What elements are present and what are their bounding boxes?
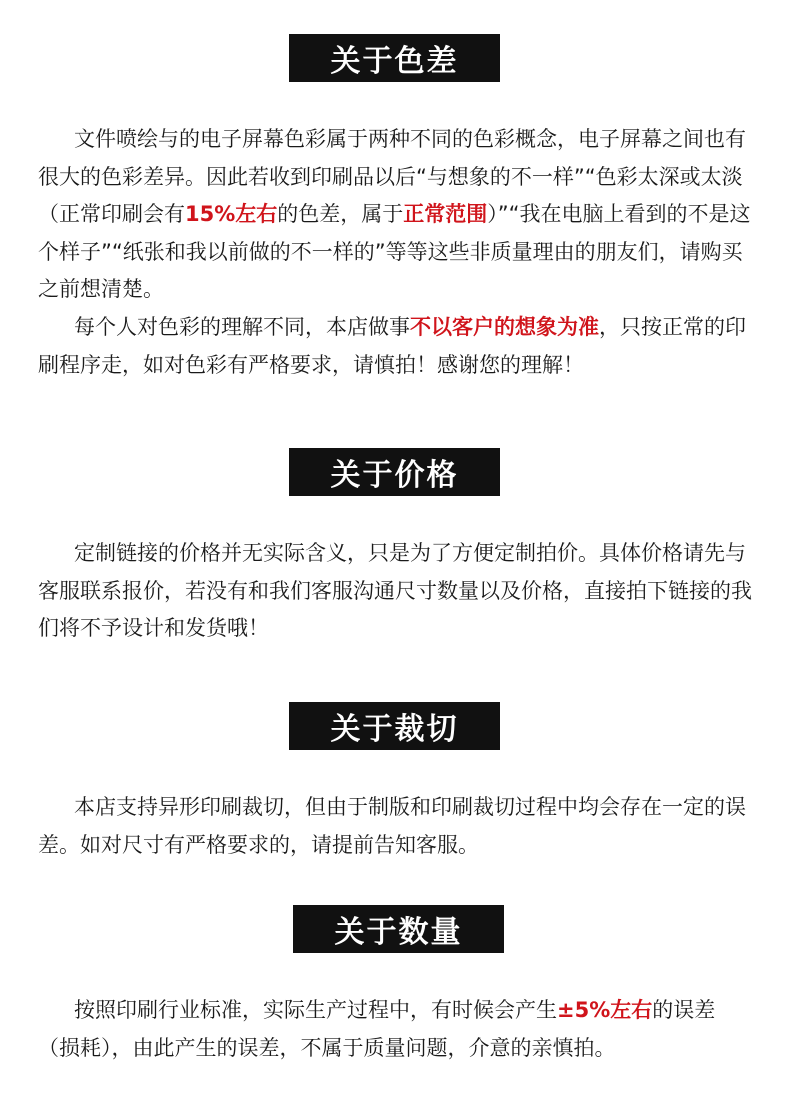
text-span: 定制链接的价格并无实际含义，只是为了方便定制拍价。具体价格请先与客服联系报价，若没有和我们客服沟通尺寸数量以及价格，直接拍下链接的我们将不予设计和发货哦！ <box>38 541 752 640</box>
text-span: 按照印刷行业标准，实际生产过程中，有时候会产生 <box>74 998 557 1022</box>
quantity-paragraph <box>38 992 754 1067</box>
section-title-color-difference: 关于色差 <box>289 34 500 82</box>
highlight-5-percent: ±5%左右 <box>557 998 653 1022</box>
text-span: 的误差（损耗），由此产生的误差，不属于质量问题，介意的亲慎拍。 <box>38 998 716 1060</box>
text-span: ，只按正常的印刷程序走，如对色彩有严格要求，请慎拍！感谢您的理解！ <box>38 315 746 377</box>
section-title-cutting: 关于裁切 <box>289 702 500 750</box>
section-title-price: 关于价格 <box>289 448 500 496</box>
text-span: 的色差，属于 <box>277 202 404 226</box>
cutting-paragraph <box>38 789 754 864</box>
text-span: 每个人对色彩的理解不同，本店做事 <box>74 315 410 339</box>
color-difference-paragraph-1 <box>38 121 754 309</box>
text-span: 本店支持异形印刷裁切，但由于制版和印刷裁切过程中均会存在一定的误差。如对尺寸有严格要求的，请提前告知客服。 <box>38 795 746 857</box>
highlight-normal-range: 正常范围 <box>403 202 488 226</box>
text-span: 文件喷绘与的电子屏幕色彩属于两种不同的色彩概念，电子屏幕之间也有很大的色彩差异。因此若收到印刷品以后“与想象的不一样”“色彩太深或太淡（正常印刷会有 <box>38 127 746 226</box>
price-paragraph <box>38 535 754 648</box>
text-span: ）”“我在电脑上看到的不是这个样子”“纸张和我以前做的不一样的”等等这些非质量理由的朋友们，请购买之前想清楚。 <box>38 202 751 301</box>
highlight-not-imagination: 不以客户的想象为准 <box>410 315 599 339</box>
highlight-15-percent: 15%左右 <box>185 202 278 226</box>
section-title-quantity: 关于数量 <box>293 905 504 953</box>
color-difference-paragraph-2 <box>38 309 754 384</box>
